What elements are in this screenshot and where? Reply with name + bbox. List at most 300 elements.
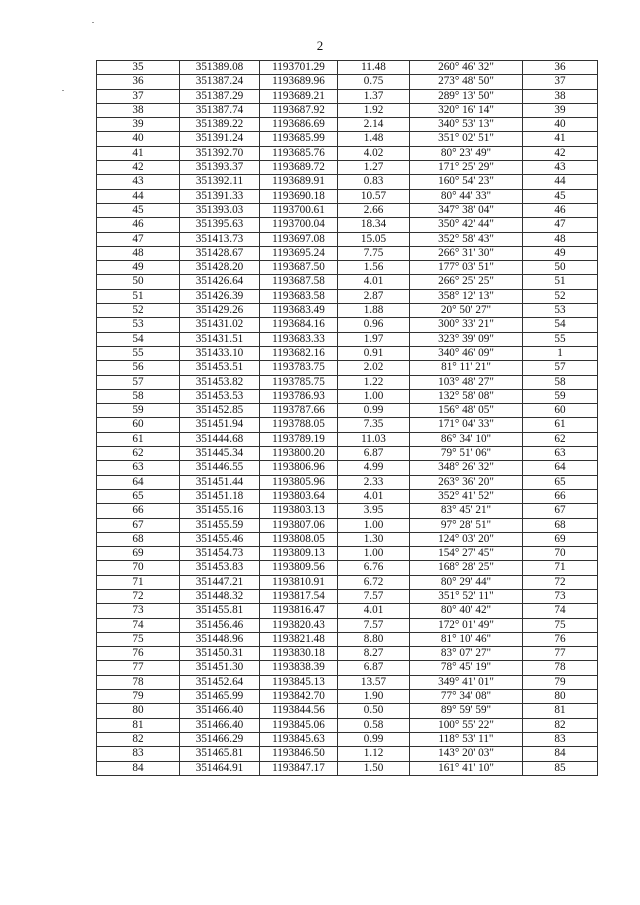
direction-angle-cell: 156° 48' 05" xyxy=(410,404,523,418)
y-coordinate-cell: 1193685.76 xyxy=(260,146,338,160)
y-coordinate-cell: 1193789.19 xyxy=(260,432,338,446)
x-coordinate-cell: 351465.99 xyxy=(180,690,260,704)
x-coordinate-cell: 351454.73 xyxy=(180,547,260,561)
x-coordinate-cell: 351451.30 xyxy=(180,661,260,675)
direction-angle-cell: 351° 02' 51" xyxy=(410,132,523,146)
x-coordinate-cell: 351393.37 xyxy=(180,161,260,175)
x-coordinate-cell: 351455.81 xyxy=(180,604,260,618)
y-coordinate-cell: 1193803.64 xyxy=(260,489,338,503)
point-number-cell: 43 xyxy=(97,175,180,189)
direction-angle-cell: 266° 31' 30" xyxy=(410,246,523,260)
length-cell: 0.75 xyxy=(338,75,410,89)
direction-angle-cell: 300° 33' 21" xyxy=(410,318,523,332)
point-number-cell: 60 xyxy=(97,418,180,432)
table-row xyxy=(97,575,598,589)
table-row xyxy=(97,589,598,603)
point-number-cell: 52 xyxy=(97,304,180,318)
length-cell: 1.97 xyxy=(338,332,410,346)
direction-angle-cell: 160° 54' 23" xyxy=(410,175,523,189)
next-point-cell: 51 xyxy=(523,275,598,289)
y-coordinate-cell: 1193846.50 xyxy=(260,747,338,761)
point-number-cell: 62 xyxy=(97,447,180,461)
length-cell: 1.90 xyxy=(338,690,410,704)
y-coordinate-cell: 1193683.58 xyxy=(260,289,338,303)
point-number-cell: 48 xyxy=(97,246,180,260)
length-cell: 1.00 xyxy=(338,547,410,561)
x-coordinate-cell: 351451.94 xyxy=(180,418,260,432)
table-row xyxy=(97,461,598,475)
next-point-cell: 74 xyxy=(523,604,598,618)
x-coordinate-cell: 351451.44 xyxy=(180,475,260,489)
direction-angle-cell: 351° 52' 11" xyxy=(410,589,523,603)
next-point-cell: 79 xyxy=(523,675,598,689)
y-coordinate-cell: 1193809.56 xyxy=(260,561,338,575)
direction-angle-cell: 124° 03' 20" xyxy=(410,532,523,546)
table-row xyxy=(97,203,598,217)
table-row xyxy=(97,532,598,546)
length-cell: 10.57 xyxy=(338,189,410,203)
next-point-cell: 52 xyxy=(523,289,598,303)
point-number-cell: 74 xyxy=(97,618,180,632)
direction-angle-cell: 289° 13' 50" xyxy=(410,89,523,103)
y-coordinate-cell: 1193845.06 xyxy=(260,718,338,732)
x-coordinate-cell: 351444.68 xyxy=(180,432,260,446)
next-point-cell: 75 xyxy=(523,618,598,632)
point-number-cell: 45 xyxy=(97,203,180,217)
point-number-cell: 78 xyxy=(97,675,180,689)
direction-angle-cell: 263° 36' 20" xyxy=(410,475,523,489)
length-cell: 1.48 xyxy=(338,132,410,146)
y-coordinate-cell: 1193700.04 xyxy=(260,218,338,232)
table-row xyxy=(97,647,598,661)
y-coordinate-cell: 1193807.06 xyxy=(260,518,338,532)
direction-angle-cell: 168° 28' 25" xyxy=(410,561,523,575)
next-point-cell: 53 xyxy=(523,304,598,318)
y-coordinate-cell: 1193689.96 xyxy=(260,75,338,89)
point-number-cell: 77 xyxy=(97,661,180,675)
length-cell: 1.30 xyxy=(338,532,410,546)
length-cell: 13.57 xyxy=(338,675,410,689)
next-point-cell: 70 xyxy=(523,547,598,561)
length-cell: 1.12 xyxy=(338,747,410,761)
length-cell: 6.87 xyxy=(338,447,410,461)
x-coordinate-cell: 351413.73 xyxy=(180,232,260,246)
point-number-cell: 49 xyxy=(97,261,180,275)
point-number-cell: 66 xyxy=(97,504,180,518)
y-coordinate-cell: 1193830.18 xyxy=(260,647,338,661)
y-coordinate-cell: 1193697.08 xyxy=(260,232,338,246)
table-row xyxy=(97,732,598,746)
y-coordinate-cell: 1193810.91 xyxy=(260,575,338,589)
point-number-cell: 46 xyxy=(97,218,180,232)
x-coordinate-cell: 351451.18 xyxy=(180,489,260,503)
length-cell: 0.58 xyxy=(338,718,410,732)
point-number-cell: 39 xyxy=(97,118,180,132)
x-coordinate-cell: 351450.31 xyxy=(180,647,260,661)
point-number-cell: 82 xyxy=(97,732,180,746)
next-point-cell: 63 xyxy=(523,447,598,461)
table-row xyxy=(97,132,598,146)
direction-angle-cell: 132° 58' 08" xyxy=(410,389,523,403)
table-row xyxy=(97,61,598,75)
point-number-cell: 58 xyxy=(97,389,180,403)
direction-angle-cell: 350° 42' 44" xyxy=(410,218,523,232)
x-coordinate-cell: 351466.29 xyxy=(180,732,260,746)
point-number-cell: 57 xyxy=(97,375,180,389)
point-number-cell: 68 xyxy=(97,532,180,546)
table-row xyxy=(97,561,598,575)
next-point-cell: 48 xyxy=(523,232,598,246)
table-row xyxy=(97,518,598,532)
table-row xyxy=(97,361,598,375)
y-coordinate-cell: 1193821.48 xyxy=(260,632,338,646)
next-point-cell: 43 xyxy=(523,161,598,175)
table-row xyxy=(97,718,598,732)
point-number-cell: 70 xyxy=(97,561,180,575)
table-row xyxy=(97,604,598,618)
table-row xyxy=(97,547,598,561)
point-number-cell: 72 xyxy=(97,589,180,603)
x-coordinate-cell: 351429.26 xyxy=(180,304,260,318)
table-row xyxy=(97,289,598,303)
direction-angle-cell: 172° 01' 49" xyxy=(410,618,523,632)
x-coordinate-cell: 351433.10 xyxy=(180,346,260,360)
length-cell: 2.66 xyxy=(338,203,410,217)
x-coordinate-cell: 351387.24 xyxy=(180,75,260,89)
length-cell: 6.87 xyxy=(338,661,410,675)
y-coordinate-cell: 1193817.54 xyxy=(260,589,338,603)
y-coordinate-cell: 1193845.63 xyxy=(260,732,338,746)
point-number-cell: 47 xyxy=(97,232,180,246)
point-number-cell: 50 xyxy=(97,275,180,289)
table-row xyxy=(97,704,598,718)
y-coordinate-cell: 1193701.29 xyxy=(260,61,338,75)
next-point-cell: 36 xyxy=(523,61,598,75)
y-coordinate-cell: 1193683.49 xyxy=(260,304,338,318)
next-point-cell: 57 xyxy=(523,361,598,375)
point-number-cell: 67 xyxy=(97,518,180,532)
point-number-cell: 79 xyxy=(97,690,180,704)
point-number-cell: 76 xyxy=(97,647,180,661)
y-coordinate-cell: 1193785.75 xyxy=(260,375,338,389)
scan-mark xyxy=(62,90,64,91)
x-coordinate-cell: 351452.64 xyxy=(180,675,260,689)
length-cell: 1.92 xyxy=(338,103,410,117)
direction-angle-cell: 154° 27' 45" xyxy=(410,547,523,561)
next-point-cell: 71 xyxy=(523,561,598,575)
table-row xyxy=(97,332,598,346)
y-coordinate-cell: 1193800.20 xyxy=(260,447,338,461)
y-coordinate-cell: 1193689.91 xyxy=(260,175,338,189)
x-coordinate-cell: 351389.08 xyxy=(180,61,260,75)
length-cell: 2.02 xyxy=(338,361,410,375)
table-row xyxy=(97,189,598,203)
y-coordinate-cell: 1193786.93 xyxy=(260,389,338,403)
table-row xyxy=(97,246,598,260)
y-coordinate-cell: 1193687.58 xyxy=(260,275,338,289)
direction-angle-cell: 171° 04' 33" xyxy=(410,418,523,432)
table-row xyxy=(97,675,598,689)
x-coordinate-cell: 351455.16 xyxy=(180,504,260,518)
y-coordinate-cell: 1193689.21 xyxy=(260,89,338,103)
direction-angle-cell: 83° 07' 27" xyxy=(410,647,523,661)
table-row xyxy=(97,432,598,446)
table-row xyxy=(97,489,598,503)
length-cell: 7.35 xyxy=(338,418,410,432)
point-number-cell: 83 xyxy=(97,747,180,761)
point-number-cell: 41 xyxy=(97,146,180,160)
direction-angle-cell: 20° 50' 27" xyxy=(410,304,523,318)
length-cell: 4.01 xyxy=(338,489,410,503)
x-coordinate-cell: 351392.70 xyxy=(180,146,260,160)
length-cell: 2.87 xyxy=(338,289,410,303)
length-cell: 8.27 xyxy=(338,647,410,661)
y-coordinate-cell: 1193838.39 xyxy=(260,661,338,675)
y-coordinate-cell: 1193847.17 xyxy=(260,761,338,775)
length-cell: 1.00 xyxy=(338,389,410,403)
y-coordinate-cell: 1193783.75 xyxy=(260,361,338,375)
table-row xyxy=(97,418,598,432)
length-cell: 1.00 xyxy=(338,518,410,532)
coordinates-table-body xyxy=(97,61,598,776)
x-coordinate-cell: 351426.64 xyxy=(180,275,260,289)
length-cell: 0.96 xyxy=(338,318,410,332)
direction-angle-cell: 358° 12' 13" xyxy=(410,289,523,303)
length-cell: 4.01 xyxy=(338,275,410,289)
table-row xyxy=(97,632,598,646)
y-coordinate-cell: 1193689.72 xyxy=(260,161,338,175)
direction-angle-cell: 273° 48' 50" xyxy=(410,75,523,89)
x-coordinate-cell: 351456.46 xyxy=(180,618,260,632)
y-coordinate-cell: 1193816.47 xyxy=(260,604,338,618)
length-cell: 3.95 xyxy=(338,504,410,518)
next-point-cell: 58 xyxy=(523,375,598,389)
next-point-cell: 62 xyxy=(523,432,598,446)
direction-angle-cell: 340° 53' 13" xyxy=(410,118,523,132)
length-cell: 1.37 xyxy=(338,89,410,103)
table-row xyxy=(97,747,598,761)
direction-angle-cell: 80° 29' 44" xyxy=(410,575,523,589)
next-point-cell: 72 xyxy=(523,575,598,589)
next-point-cell: 59 xyxy=(523,389,598,403)
table-row xyxy=(97,304,598,318)
x-coordinate-cell: 351455.59 xyxy=(180,518,260,532)
direction-angle-cell: 77° 34' 08" xyxy=(410,690,523,704)
x-coordinate-cell: 351428.67 xyxy=(180,246,260,260)
direction-angle-cell: 161° 41' 10" xyxy=(410,761,523,775)
length-cell: 0.99 xyxy=(338,404,410,418)
next-point-cell: 49 xyxy=(523,246,598,260)
x-coordinate-cell: 351453.83 xyxy=(180,561,260,575)
direction-angle-cell: 97° 28' 51" xyxy=(410,518,523,532)
direction-angle-cell: 347° 38' 04" xyxy=(410,203,523,217)
x-coordinate-cell: 351448.32 xyxy=(180,589,260,603)
x-coordinate-cell: 351465.81 xyxy=(180,747,260,761)
next-point-cell: 64 xyxy=(523,461,598,475)
x-coordinate-cell: 351391.33 xyxy=(180,189,260,203)
table-row xyxy=(97,447,598,461)
direction-angle-cell: 352° 41' 52" xyxy=(410,489,523,503)
y-coordinate-cell: 1193682.16 xyxy=(260,346,338,360)
direction-angle-cell: 340° 46' 09" xyxy=(410,346,523,360)
length-cell: 4.01 xyxy=(338,604,410,618)
point-number-cell: 40 xyxy=(97,132,180,146)
direction-angle-cell: 80° 44' 33" xyxy=(410,189,523,203)
next-point-cell: 81 xyxy=(523,704,598,718)
table-row xyxy=(97,690,598,704)
y-coordinate-cell: 1193805.96 xyxy=(260,475,338,489)
direction-angle-cell: 177° 03' 51" xyxy=(410,261,523,275)
next-point-cell: 41 xyxy=(523,132,598,146)
table-row xyxy=(97,389,598,403)
table-row xyxy=(97,661,598,675)
direction-angle-cell: 352° 58' 43" xyxy=(410,232,523,246)
next-point-cell: 42 xyxy=(523,146,598,160)
table-row xyxy=(97,232,598,246)
x-coordinate-cell: 351392.11 xyxy=(180,175,260,189)
length-cell: 2.14 xyxy=(338,118,410,132)
point-number-cell: 59 xyxy=(97,404,180,418)
next-point-cell: 68 xyxy=(523,518,598,532)
table-row xyxy=(97,261,598,275)
next-point-cell: 47 xyxy=(523,218,598,232)
next-point-cell: 65 xyxy=(523,475,598,489)
y-coordinate-cell: 1193685.99 xyxy=(260,132,338,146)
next-point-cell: 83 xyxy=(523,732,598,746)
point-number-cell: 71 xyxy=(97,575,180,589)
point-number-cell: 65 xyxy=(97,489,180,503)
length-cell: 7.57 xyxy=(338,589,410,603)
table-row xyxy=(97,146,598,160)
length-cell: 8.80 xyxy=(338,632,410,646)
y-coordinate-cell: 1193787.66 xyxy=(260,404,338,418)
length-cell: 0.99 xyxy=(338,732,410,746)
next-point-cell: 84 xyxy=(523,747,598,761)
direction-angle-cell: 348° 26' 32" xyxy=(410,461,523,475)
next-point-cell: 73 xyxy=(523,589,598,603)
table-row xyxy=(97,161,598,175)
x-coordinate-cell: 351446.55 xyxy=(180,461,260,475)
table-row xyxy=(97,761,598,775)
y-coordinate-cell: 1193820.43 xyxy=(260,618,338,632)
x-coordinate-cell: 351448.96 xyxy=(180,632,260,646)
point-number-cell: 42 xyxy=(97,161,180,175)
table-row xyxy=(97,475,598,489)
direction-angle-cell: 80° 23' 49" xyxy=(410,146,523,160)
next-point-cell: 39 xyxy=(523,103,598,117)
length-cell: 7.57 xyxy=(338,618,410,632)
x-coordinate-cell: 351387.74 xyxy=(180,103,260,117)
table-row xyxy=(97,118,598,132)
length-cell: 0.91 xyxy=(338,346,410,360)
next-point-cell: 82 xyxy=(523,718,598,732)
y-coordinate-cell: 1193687.92 xyxy=(260,103,338,117)
next-point-cell: 85 xyxy=(523,761,598,775)
y-coordinate-cell: 1193686.69 xyxy=(260,118,338,132)
direction-angle-cell: 103° 48' 27" xyxy=(410,375,523,389)
y-coordinate-cell: 1193844.56 xyxy=(260,704,338,718)
y-coordinate-cell: 1193803.13 xyxy=(260,504,338,518)
direction-angle-cell: 83° 45' 21" xyxy=(410,504,523,518)
x-coordinate-cell: 351455.46 xyxy=(180,532,260,546)
next-point-cell: 66 xyxy=(523,489,598,503)
page-number: 2 xyxy=(316,38,324,53)
direction-angle-cell: 81° 11' 21" xyxy=(410,361,523,375)
direction-angle-cell: 320° 16' 14" xyxy=(410,103,523,117)
next-point-cell: 78 xyxy=(523,661,598,675)
length-cell: 6.76 xyxy=(338,561,410,575)
length-cell: 1.50 xyxy=(338,761,410,775)
next-point-cell: 45 xyxy=(523,189,598,203)
next-point-cell: 38 xyxy=(523,89,598,103)
y-coordinate-cell: 1193683.33 xyxy=(260,332,338,346)
y-coordinate-cell: 1193690.18 xyxy=(260,189,338,203)
next-point-cell: 60 xyxy=(523,404,598,418)
y-coordinate-cell: 1193687.50 xyxy=(260,261,338,275)
x-coordinate-cell: 351395.63 xyxy=(180,218,260,232)
next-point-cell: 77 xyxy=(523,647,598,661)
length-cell: 1.88 xyxy=(338,304,410,318)
direction-angle-cell: 81° 10' 46" xyxy=(410,632,523,646)
direction-angle-cell: 260° 46' 32" xyxy=(410,61,523,75)
point-number-cell: 37 xyxy=(97,89,180,103)
direction-angle-cell: 79° 51' 06" xyxy=(410,447,523,461)
x-coordinate-cell: 351393.03 xyxy=(180,203,260,217)
x-coordinate-cell: 351431.51 xyxy=(180,332,260,346)
point-number-cell: 56 xyxy=(97,361,180,375)
next-point-cell: 54 xyxy=(523,318,598,332)
direction-angle-cell: 80° 40' 42" xyxy=(410,604,523,618)
next-point-cell: 40 xyxy=(523,118,598,132)
x-coordinate-cell: 351453.51 xyxy=(180,361,260,375)
length-cell: 1.22 xyxy=(338,375,410,389)
y-coordinate-cell: 1193700.61 xyxy=(260,203,338,217)
length-cell: 4.99 xyxy=(338,461,410,475)
table-row xyxy=(97,346,598,360)
next-point-cell: 76 xyxy=(523,632,598,646)
point-number-cell: 73 xyxy=(97,604,180,618)
point-number-cell: 80 xyxy=(97,704,180,718)
direction-angle-cell: 171° 25' 29" xyxy=(410,161,523,175)
table-row xyxy=(97,504,598,518)
point-number-cell: 36 xyxy=(97,75,180,89)
point-number-cell: 54 xyxy=(97,332,180,346)
x-coordinate-cell: 351389.22 xyxy=(180,118,260,132)
direction-angle-cell: 89° 59' 59" xyxy=(410,704,523,718)
y-coordinate-cell: 1193788.05 xyxy=(260,418,338,432)
point-number-cell: 35 xyxy=(97,61,180,75)
point-number-cell: 61 xyxy=(97,432,180,446)
x-coordinate-cell: 351431.02 xyxy=(180,318,260,332)
next-point-cell: 37 xyxy=(523,75,598,89)
y-coordinate-cell: 1193808.05 xyxy=(260,532,338,546)
length-cell: 0.50 xyxy=(338,704,410,718)
next-point-cell: 50 xyxy=(523,261,598,275)
direction-angle-cell: 118° 53' 11" xyxy=(410,732,523,746)
direction-angle-cell: 100° 55' 22" xyxy=(410,718,523,732)
length-cell: 7.75 xyxy=(338,246,410,260)
next-point-cell: 1 xyxy=(523,346,598,360)
x-coordinate-cell: 351452.85 xyxy=(180,404,260,418)
length-cell: 0.83 xyxy=(338,175,410,189)
next-point-cell: 44 xyxy=(523,175,598,189)
table-row xyxy=(97,404,598,418)
point-number-cell: 84 xyxy=(97,761,180,775)
length-cell: 15.05 xyxy=(338,232,410,246)
coordinates-table xyxy=(96,60,598,776)
point-number-cell: 81 xyxy=(97,718,180,732)
table-row xyxy=(97,618,598,632)
